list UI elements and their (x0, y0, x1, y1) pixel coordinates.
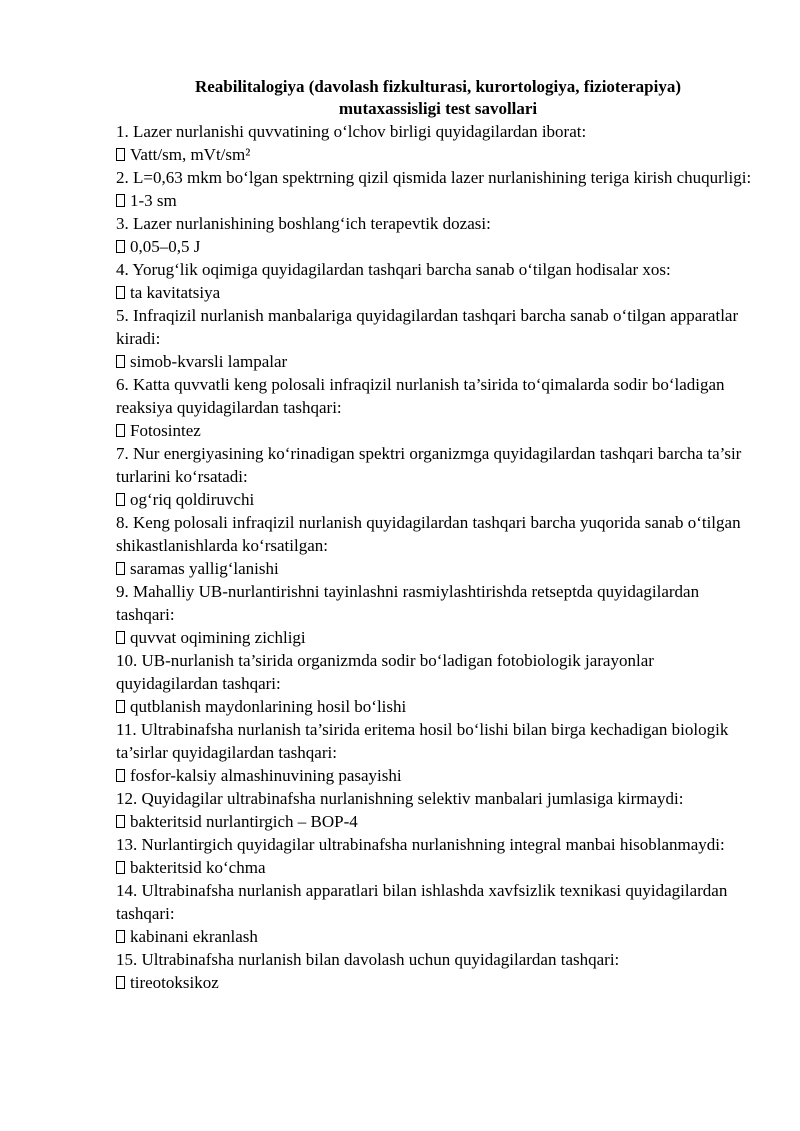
answer-text: fosfor-kalsiy almashinuvining pasayishi (130, 766, 402, 785)
question-text: 1. Lazer nurlanishi quvvatining o‘lchov birligi quyidagilardan iborat: (116, 122, 587, 141)
title-line-2: mutaxassisligi test savollari (338, 99, 538, 118)
answer-text: ta kavitatsiya (130, 283, 221, 302)
empty-box-icon (116, 286, 125, 299)
answer-text: Fotosintez (130, 421, 201, 440)
question-text: 12. Quyidagilar ultrabinafsha nurlanishning selektiv manbalari jumlasiga kirmaydi: (116, 789, 684, 808)
question-text: 5. Infraqizil nurlanish manbalariga quyidagilardan tashqari barcha sanab o‘tilgan apparatlar kiradi: (116, 306, 739, 348)
answer-row (116, 143, 760, 166)
answer-text: 0,05–0,5 J (130, 237, 201, 256)
answer-row (116, 235, 760, 258)
question-list (116, 120, 760, 994)
question-text: 11. Ultrabinafsha nurlanish ta’sirida eritema hosil bo‘lishi bilan birga kechadigan biologik ta’sirlar quyidagilardan tashqari: (116, 720, 729, 762)
question-text: 9. Mahalliy UB-nurlantirishni tayinlashni rasmiylashtirishda retseptda quyidagilardan tashqari: (116, 582, 700, 624)
question-text: 13. Nurlantirgich quyidagilar ultrabinafsha nurlanishning integral manbai hisoblanmaydi: (116, 835, 725, 854)
question-text: 10. UB-nurlanish ta’sirida organizmda sodir bo‘ladigan fotobiologik jarayonlar quyidagilardan tashqari: (116, 651, 654, 693)
question-text: 7. Nur energiyasining ko‘rinadigan spektri organizmga quyidagilardan tashqari barcha ta’sir turlarini ko‘rsatadi: (116, 444, 742, 486)
question-text: 15. Ultrabinafsha nurlanish bilan davolash uchun quyidagilardan tashqari: (116, 950, 620, 969)
answer-row (116, 419, 760, 442)
empty-box-icon (116, 493, 125, 506)
question-text: 14. Ultrabinafsha nurlanish apparatlari bilan ishlashda xavfsizlik texnikasi quyidagilardan tashqari: (116, 881, 728, 923)
empty-box-icon (116, 240, 125, 253)
answer-row (116, 856, 760, 879)
empty-box-icon (116, 355, 125, 368)
answer-row (116, 488, 760, 511)
answer-text: tireotoksikoz (130, 973, 219, 992)
answer-row (116, 350, 760, 373)
answer-text: quvvat oqimining zichligi (130, 628, 306, 647)
answer-text: bakteritsid nurlantirgich – BOP-4 (130, 812, 358, 831)
answer-row (116, 925, 760, 948)
question-text: 4. Yorug‘lik oqimiga quyidagilardan tashqari barcha sanab o‘tilgan hodisalar xos: (116, 260, 671, 279)
answer-row (116, 971, 760, 994)
answer-text: 1-3 sm (130, 191, 177, 210)
empty-box-icon (116, 194, 125, 207)
empty-box-icon (116, 562, 125, 575)
empty-box-icon (116, 976, 125, 989)
empty-box-icon (116, 700, 125, 713)
answer-text: Vatt/sm, mVt/sm² (130, 145, 251, 164)
empty-box-icon (116, 424, 125, 437)
answer-row (116, 281, 760, 304)
answer-row (116, 810, 760, 833)
empty-box-icon (116, 148, 125, 161)
title-line-1: Reabilitalogiya (davolash fizkulturasi, kurortologiya, fizioterapiya) (194, 77, 682, 96)
document-title (116, 76, 760, 120)
answer-text: qutblanish maydonlarining hosil bo‘lishi (130, 697, 407, 716)
answer-row (116, 626, 760, 649)
question-text: 8. Keng polosali infraqizil nurlanish quyidagilardan tashqari barcha yuqorida sanab o‘tilgan shikastlanishlarda ko‘rsatilgan: (116, 513, 741, 555)
answer-row (116, 764, 760, 787)
empty-box-icon (116, 769, 125, 782)
empty-box-icon (116, 861, 125, 874)
answer-row (116, 189, 760, 212)
question-text: 3. Lazer nurlanishining boshlang‘ich terapevtik dozasi: (116, 214, 491, 233)
answer-text: bakteritsid ko‘chma (130, 858, 266, 877)
answer-text: saramas yallig‘lanishi (130, 559, 279, 578)
answer-row (116, 557, 760, 580)
answer-text: kabinani ekranlash (130, 927, 258, 946)
answer-text: simob-kvarsli lampalar (130, 352, 288, 371)
answer-text: og‘riq qoldiruvchi (130, 490, 255, 509)
empty-box-icon (116, 815, 125, 828)
question-text: 2. L=0,63 mkm bo‘lgan spektrning qizil qismida lazer nurlanishining teriga kirish chuqurligi: (116, 168, 752, 187)
answer-row (116, 695, 760, 718)
empty-box-icon (116, 930, 125, 943)
question-text: 6. Katta quvvatli keng polosali infraqizil nurlanish ta’sirida to‘qimalarda sodir bo‘ladigan reaksiya quyidagilardan tashqari: (116, 375, 725, 417)
empty-box-icon (116, 631, 125, 644)
